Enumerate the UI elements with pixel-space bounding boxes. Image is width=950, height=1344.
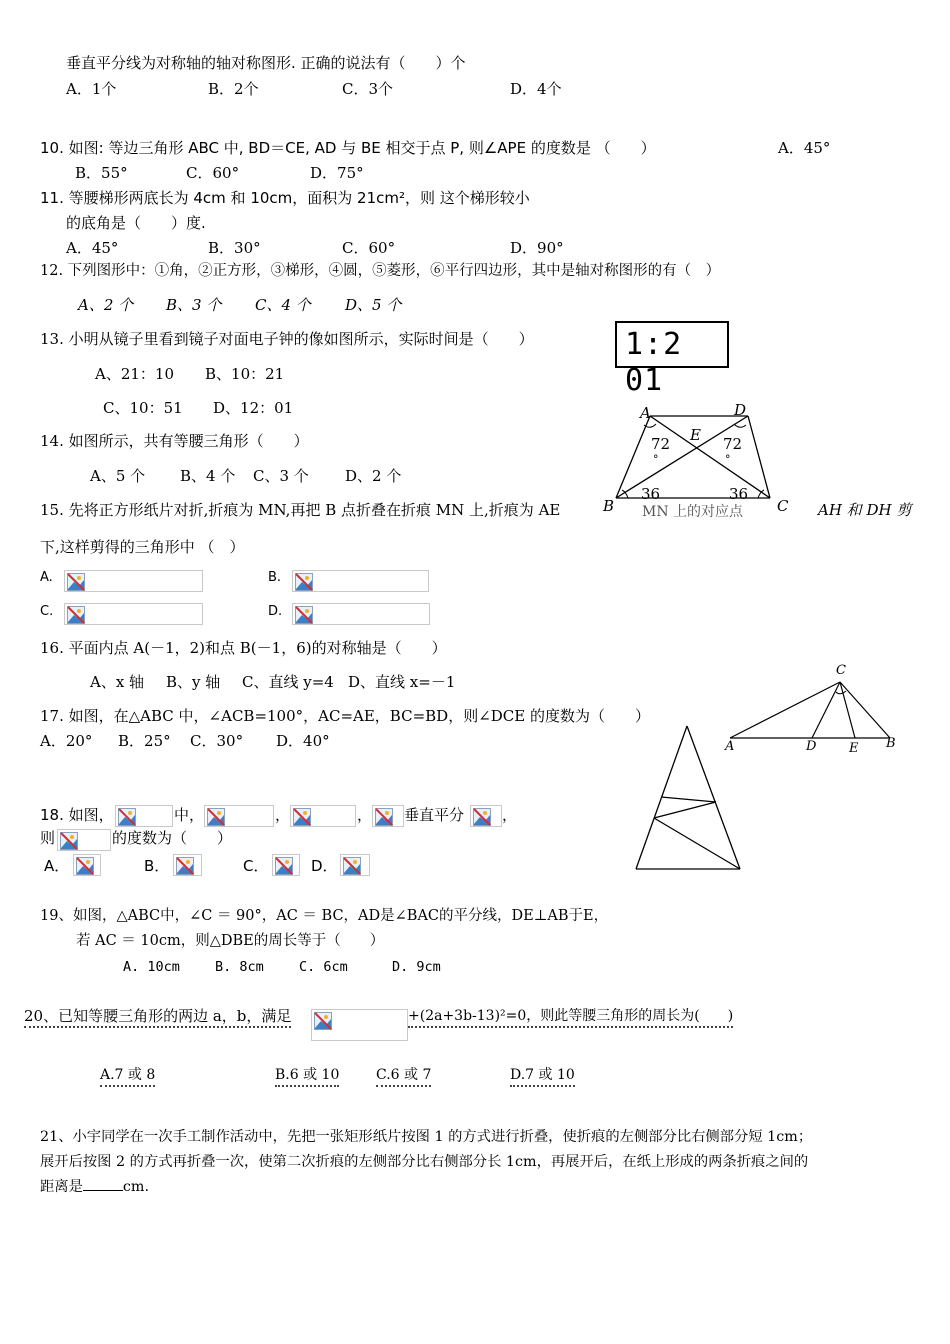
q13-option-d: D、12：01 xyxy=(213,399,294,417)
q14-label-d: D xyxy=(734,401,747,419)
q18-end-comma: ， xyxy=(502,806,518,824)
q15-line1-tail: AH 和 DH 剪 xyxy=(818,501,912,519)
q9-line1: 垂直平分线为对称轴的轴对称图形. 正确的说法有（ ）个 xyxy=(66,54,466,72)
q15-label-b: B. xyxy=(268,570,282,585)
q14-angle-c: 36 xyxy=(729,485,749,503)
q11-option-c: C．60° xyxy=(342,239,396,257)
q18-option-c: C． xyxy=(243,857,269,875)
q18-comma-1: ， xyxy=(275,806,291,824)
q17-line1: 17. 如图，在△ABC 中，∠ACB=100°，AC=AE，BC=BD，则∠DCE 的度数为（ ） xyxy=(40,707,650,725)
q18-pre: 18. 如图， xyxy=(40,806,114,824)
q17-label-d: D xyxy=(806,739,817,754)
q9-option-c: C．3个 xyxy=(342,80,394,98)
q18-option-b-image xyxy=(173,854,202,876)
q15-line1: 15. 先将正方形纸片对折,折痕为 MN,再把 B 点折叠在折痕 MN 上,折痕为 AE xyxy=(40,501,561,519)
q17-option-b: B．25° xyxy=(118,732,171,750)
q20-post: +(2a+3b-13)²=0，则此等腰三角形的周长为( ) xyxy=(408,1006,733,1028)
q21-line1: 21、小宇同学在一次手工制作活动中，先把一张矩形纸片按图 1 的方式进行折叠，使折痕的左侧部分比右侧部分短 1cm； xyxy=(40,1129,813,1145)
q15-label-a: A. xyxy=(40,570,53,585)
answer-blank xyxy=(83,1190,123,1191)
q18-formula-image-5 xyxy=(470,805,502,827)
q17-label-c: C xyxy=(836,663,846,678)
q14-label-b: B xyxy=(603,497,615,515)
q13-option-c: C、10：51 xyxy=(103,399,183,417)
q19-option-b: B. 8cm xyxy=(215,959,264,975)
mirror-clock-figure xyxy=(615,321,729,398)
q18-formula-image-4 xyxy=(372,805,404,827)
q18-option-d: D． xyxy=(311,857,338,875)
q21-line2: 展开后按图 2 的方式再折叠一次，使第二次折痕的左侧部分比右侧部分长 1cm，再展开后，在纸上形成的两条折痕之间的 xyxy=(40,1154,809,1170)
q17-label-a: A xyxy=(725,739,735,754)
q11-option-d: D．90° xyxy=(510,239,564,257)
q10-option-c: C．60° xyxy=(186,164,240,182)
q17-label-e: E xyxy=(849,741,859,756)
q21-line3 xyxy=(40,1177,149,1197)
q18-option-c-image xyxy=(272,854,300,876)
q14-option-d: D、2 个 xyxy=(345,467,402,485)
q10-option-a: A．45° xyxy=(778,139,831,157)
q9-option-d: D．4个 xyxy=(510,80,562,98)
q19-option-a: A. 10cm xyxy=(123,959,180,975)
q11-option-a: A．45° xyxy=(66,239,119,257)
q18-option-a: A． xyxy=(44,857,70,875)
q18-option-d-image xyxy=(340,854,370,876)
q21-line3-post: cm. xyxy=(122,1179,149,1195)
q18-formula-image-3 xyxy=(290,805,356,827)
broken-image-icon xyxy=(375,808,393,826)
q14-angle-d-deg: ° xyxy=(725,453,731,466)
broken-image-icon xyxy=(60,832,78,850)
q15-label-d: D. xyxy=(268,604,283,619)
q20-option-a: A.7 或 8 xyxy=(100,1065,155,1087)
q13-line1: 13. 小明从镜子里看到镜子对面电子钟的像如图所示，实际时间是（ ） xyxy=(40,330,534,348)
q10-option-b: B．55° xyxy=(75,164,128,182)
broken-image-icon xyxy=(473,808,491,826)
q14-angle-a: 72 xyxy=(651,435,671,453)
broken-image-icon xyxy=(275,857,293,875)
q15-line1-obscured: MN 上的对应点 xyxy=(642,504,744,520)
q10-option-d: D．75° xyxy=(310,164,364,182)
q12-option-d: D、5 个 xyxy=(345,296,402,314)
q17-option-d: D．40° xyxy=(276,732,330,750)
q14-triangle-figure xyxy=(598,398,798,516)
q18-option-b: B． xyxy=(144,857,170,875)
q18-triangle-figure xyxy=(630,722,745,872)
broken-image-icon xyxy=(343,857,361,875)
q18-line2-pre: 则 xyxy=(40,829,56,847)
q15-label-c: C. xyxy=(40,604,54,619)
mirror-clock-digits: 1:2 01 xyxy=(625,327,683,398)
q14-option-c: C、3 个 xyxy=(253,467,309,485)
q15-line2: 下,这样剪得的三角形中 （ ） xyxy=(40,538,245,556)
q13-option-b: B、10：21 xyxy=(205,365,285,383)
q16-option-b: B、y 轴 xyxy=(166,673,221,691)
q13-option-a: A、21：10 xyxy=(95,365,175,383)
q12-option-b: B、3 个 xyxy=(166,296,222,314)
q14-line1: 14. 如图所示，共有等腰三角形（ ） xyxy=(40,432,309,450)
q19-line1: 19、如图，△ABC中，∠C ＝ 90°，AC ＝ BC，AD是∠BAC的平分线，DE⊥AB于E， xyxy=(40,908,609,924)
q14-option-a: A、5 个 xyxy=(90,467,146,485)
q9-option-b: B．2个 xyxy=(208,80,259,98)
q12-option-a: A、2 个 xyxy=(78,296,134,314)
q17-label-b: B xyxy=(886,736,896,751)
q14-angle-b: 36 xyxy=(641,485,661,503)
q14-angle-d: 72 xyxy=(723,435,743,453)
q18-bisect-text: 垂直平分 xyxy=(404,806,465,824)
broken-image-icon xyxy=(67,573,85,591)
q20-option-b: B.6 或 10 xyxy=(275,1065,339,1087)
q16-option-d: D、直线 x=－1 xyxy=(348,673,456,691)
q18-option-a-image xyxy=(73,854,101,876)
q9-option-a: A．1个 xyxy=(66,80,117,98)
broken-image-icon xyxy=(314,1012,332,1030)
q17-option-a: A．20° xyxy=(40,732,93,750)
q17-option-c: C．30° xyxy=(190,732,244,750)
q19-option-d: D. 9cm xyxy=(392,959,441,975)
q18-mid1: 中， xyxy=(174,806,205,824)
q16-line1: 16. 平面内点 A(－1，2)和点 B(－1，6)的对称轴是（ ） xyxy=(40,639,447,657)
broken-image-icon xyxy=(67,606,85,624)
q15-option-b-image xyxy=(292,570,429,592)
broken-image-icon xyxy=(207,808,225,826)
broken-image-icon xyxy=(293,808,311,826)
q15-option-c-image xyxy=(64,603,203,625)
q20-pre: 20、已知等腰三角形的两边 a，b，满足 xyxy=(24,1006,291,1028)
q11-option-b: B．30° xyxy=(208,239,261,257)
q11-line1: 11. 等腰梯形两底长为 4cm 和 10cm，面积为 21cm²，则 这个梯形较小 xyxy=(40,189,530,207)
q19-option-c: C. 6cm xyxy=(299,959,348,975)
q18-formula-image-1 xyxy=(115,805,173,827)
broken-image-icon xyxy=(295,573,313,591)
q14-option-b: B、4 个 xyxy=(180,467,236,485)
q20-option-c: C.6 或 7 xyxy=(376,1065,431,1087)
q18-formula-image-2 xyxy=(204,805,274,827)
q11-line2: 的底角是（ ）度. xyxy=(66,214,206,232)
q20-formula-image xyxy=(311,1009,408,1041)
q20-option-d: D.7 或 10 xyxy=(510,1065,575,1087)
q19-line2: 若 AC ＝ 10cm，则△DBE的周长等于（ ） xyxy=(76,933,385,949)
q14-label-a: A xyxy=(640,404,651,422)
q12-line1: 12. 下列图形中：①角，②正方形，③梯形，④圆，⑤菱形，⑥平行四边形，其中是轴对称图形的有（ ） xyxy=(40,263,721,279)
q14-angle-a-deg: ° xyxy=(653,453,659,466)
q12-option-c: C、4 个 xyxy=(255,296,311,314)
q18-line2-post: 的度数为（ ） xyxy=(112,829,233,847)
q15-option-d-image xyxy=(292,603,430,625)
q16-option-a: A、x 轴 xyxy=(90,673,145,691)
q18-formula-image-6 xyxy=(57,829,111,851)
broken-image-icon xyxy=(118,808,136,826)
q18-comma-2: ， xyxy=(357,806,373,824)
broken-image-icon xyxy=(76,857,94,875)
q16-option-c: C、直线 y=4 xyxy=(242,673,334,691)
q14-label-c: C xyxy=(777,497,789,515)
q14-label-e: E xyxy=(690,426,701,444)
q21-line3-pre: 距离是 xyxy=(40,1179,83,1195)
q10-line1: 10. 如图: 等边三角形 ABC 中, BD＝CE, AD 与 BE 相交于点 P, 则∠APE 的度数是 （ ） xyxy=(40,139,656,157)
q15-option-a-image xyxy=(64,570,203,592)
broken-image-icon xyxy=(176,857,194,875)
broken-image-icon xyxy=(295,606,313,624)
